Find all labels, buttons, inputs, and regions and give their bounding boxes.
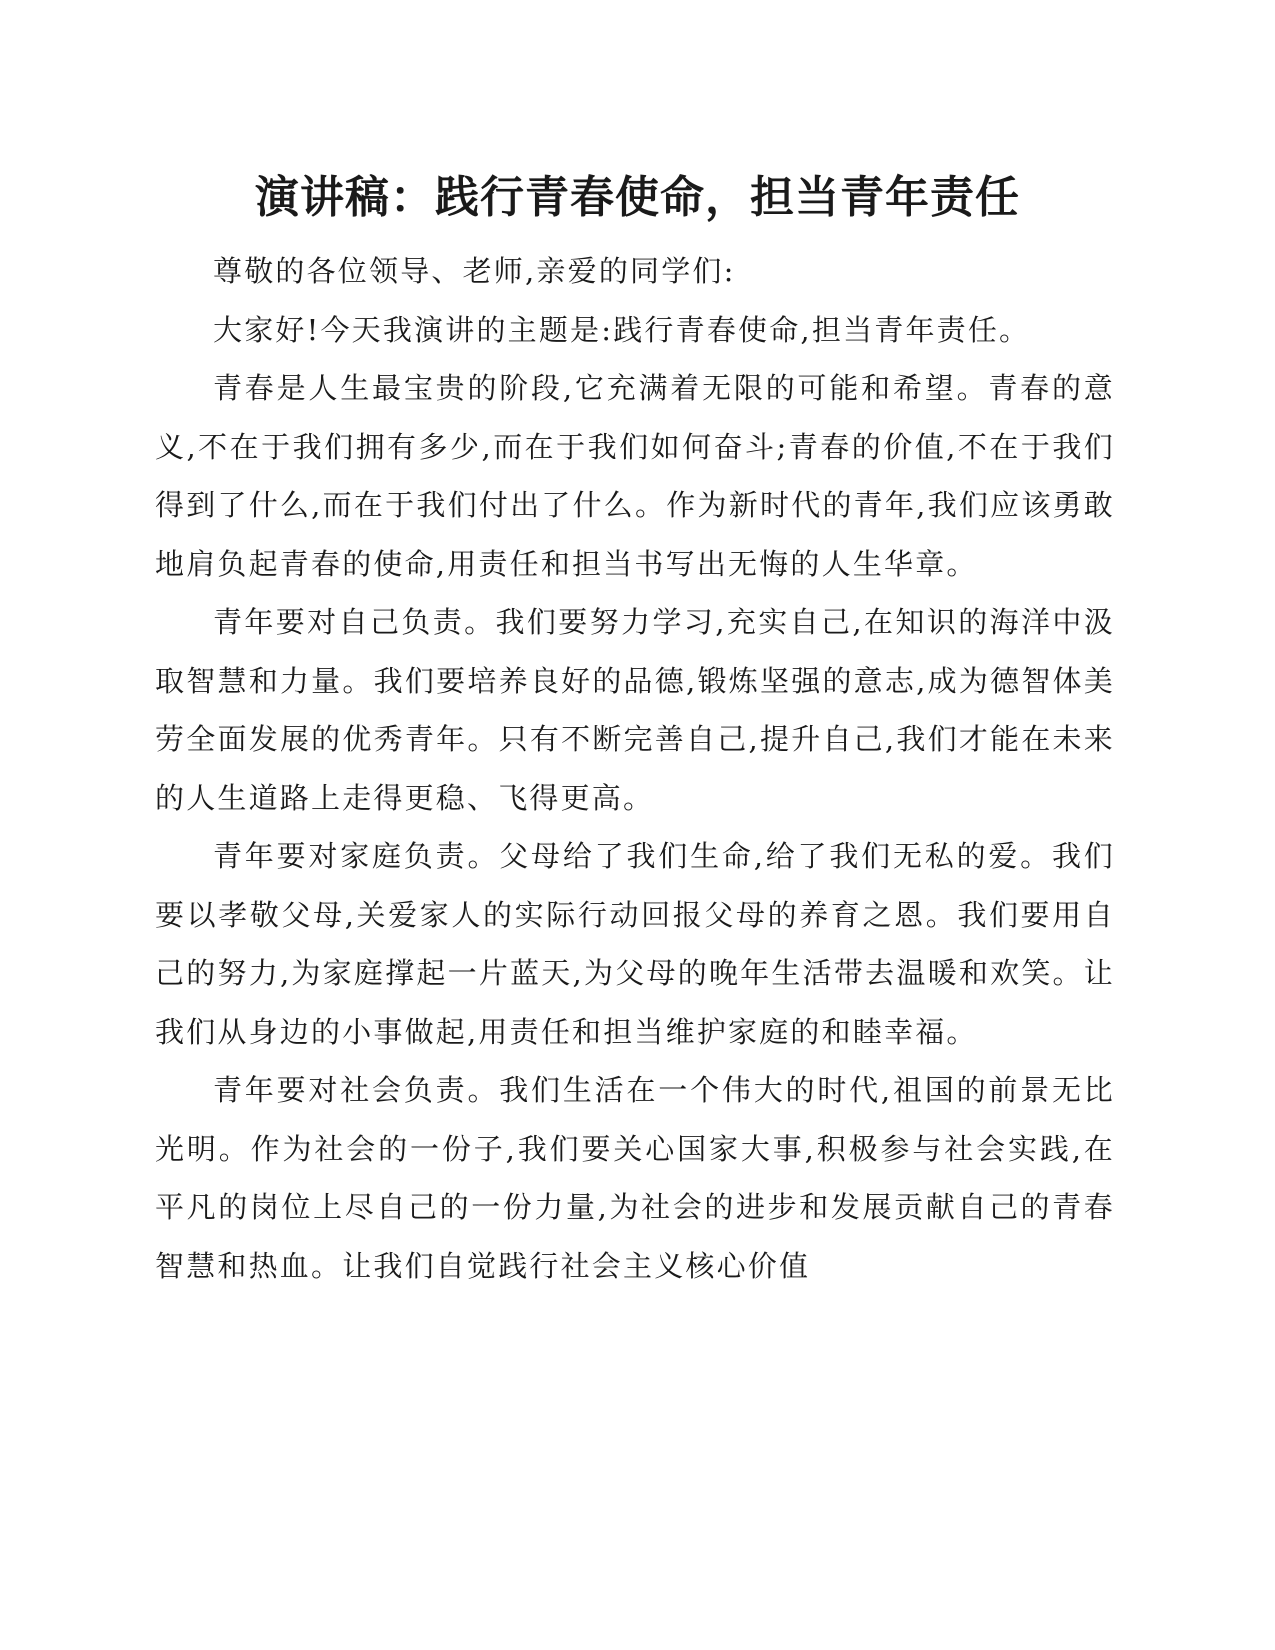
document-title: 演讲稿：践行青春使命，担当青年责任 <box>255 172 1020 223</box>
paragraph-youth-meaning: 青春是人生最宝贵的阶段,它充满着无限的可能和希望。青春的意义,不在于我们拥有多少,而在于我们如何奋斗;青春的价值,不在于我们得到了什么,而在于我们付出了什么。作为新时代的青年,我们应该勇敢地肩负起青春的使命,用责任和担当书写出无悔的人生华章。 <box>155 371 1115 581</box>
paragraph-responsible-to-self: 青年要对自己负责。我们要努力学习,充实自己,在知识的海洋中汲取智慧和力量。我们要培养良好的品德,锻炼坚强的意志,成为德智体美劳全面发展的优秀青年。只有不断完善自己,提升自己,我们才能在未来的人生道路上走得更稳、飞得更高。 <box>155 605 1115 815</box>
paragraph-responsible-to-society: 青年要对社会负责。我们生活在一个伟大的时代,祖国的前景无比光明。作为社会的一份子,我们要关心国家大事,积极参与社会实践,在平凡的岗位上尽自己的一份力量,为社会的进步和发展贡献自己的青春智慧和热血。让我们自觉践行社会主义核心价值 <box>155 1073 1115 1283</box>
document-body <box>155 242 1115 1295</box>
paragraph-greeting: 大家好!今天我演讲的主题是:践行青春使命,担当青年责任。 <box>213 312 1031 347</box>
paragraph-responsible-to-family: 青年要对家庭负责。父母给了我们生命,给了我们无私的爱。我们要以孝敬父母,关爱家人的实际行动回报父母的养育之恩。我们要用自己的努力,为家庭撑起一片蓝天,为父母的晚年生活带去温暖和欢笑。让我们从身边的小事做起,用责任和担当维护家庭的和睦幸福。 <box>155 839 1115 1049</box>
paragraph-salutation: 尊敬的各位领导、老师,亲爱的同学们: <box>213 254 736 288</box>
